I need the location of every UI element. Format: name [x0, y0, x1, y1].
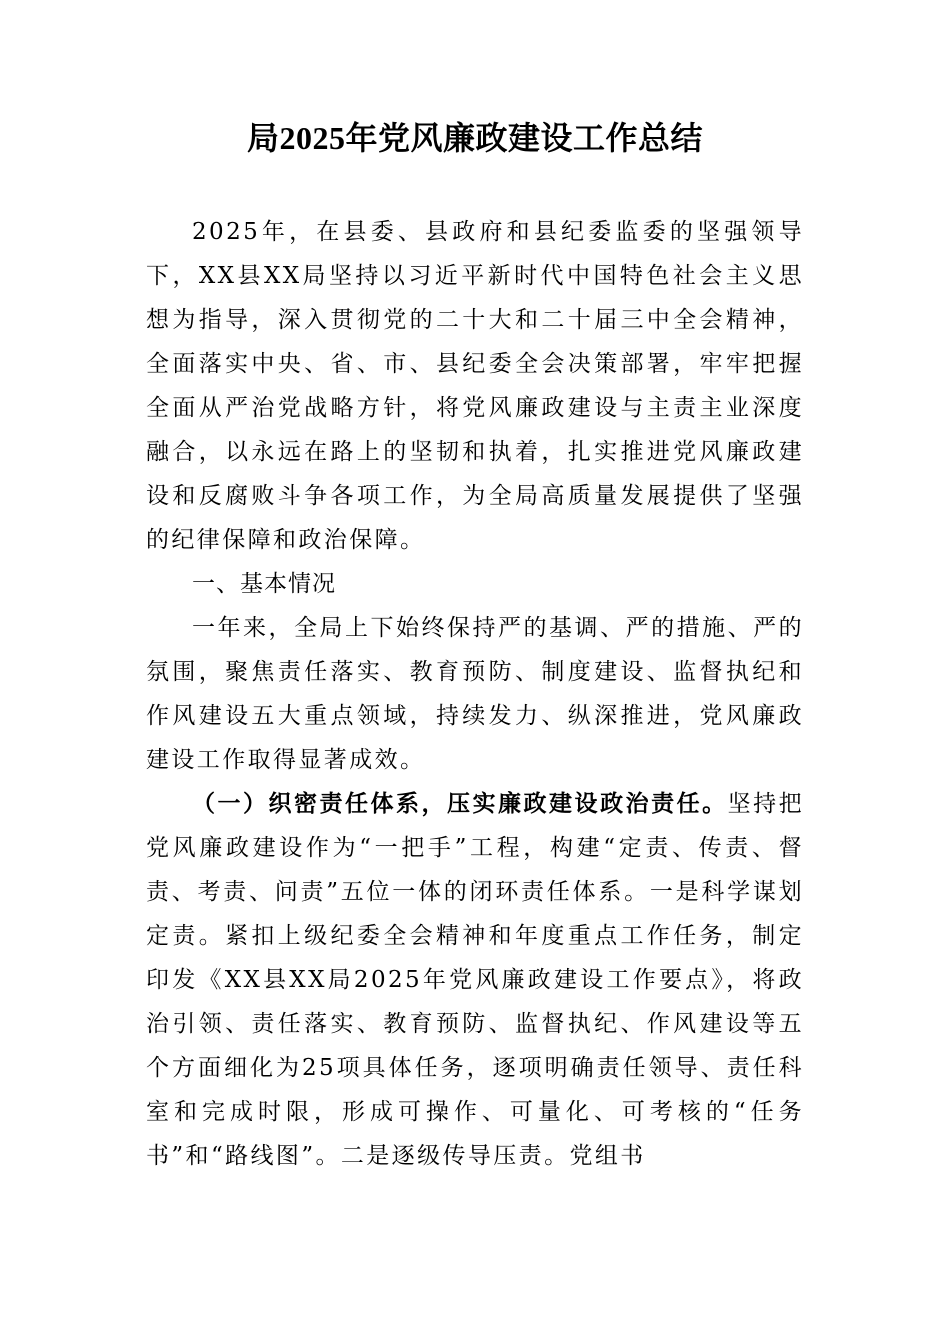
section-heading-basic-situation: 一、基本情况	[192, 571, 336, 597]
subsection-paragraph	[146, 782, 804, 1178]
subsection-body-text: 坚持把党风廉政建设作为“一把手”工程，构建“定责、传责、督责、考责、问责”五位一体的闭环责任体系。一是科学谋划定责。紧扣上级纪委全会精神和年度重点工作任务，制定印发《XX县XX局2025年党风廉政建设工作要点》，将政治引领、责任落实、教育预防、监督执纪、作风建设等五个方面细化为25项具体任务，逐项明确责任领导、责任科室和完成时限，形成可操作、可量化、可考核的“任务书”和“路线图”。二是逐级传导压责。党组书	[146, 791, 805, 1169]
intro-paragraph: 2025年，在县委、县政府和县纪委监委的坚强领导下，XX县XX局坚持以习近平新时代中国特色社会主义思想为指导，深入贯彻党的二十大和二十届三中全会精神，全面落实中央、省、市、县纪委全会决策部署，牢牢把握全面从严治党战略方针，将党风廉政建设与主责主业深度融合，以永远在路上的坚韧和执着，扎实推进党风廉政建设和反腐败斗争各项工作，为全局高质量发展提供了坚强的纪律保障和政治保障。	[146, 219, 804, 553]
document-title: 局2025年党风廉政建设工作总结	[246, 120, 703, 156]
subsection-lead-sentence: （一）织密责任体系，压实廉政建设政治责任。	[192, 790, 728, 817]
section-paragraph: 一年来，全局上下始终保持严的基调、严的措施、严的氛围，聚焦责任落实、教育预防、制度建设、监督执纪和作风建设五大重点领域，持续发力、纵深推进，党风廉政建设工作取得显著成效。	[146, 615, 804, 773]
document-body	[146, 112, 804, 1178]
